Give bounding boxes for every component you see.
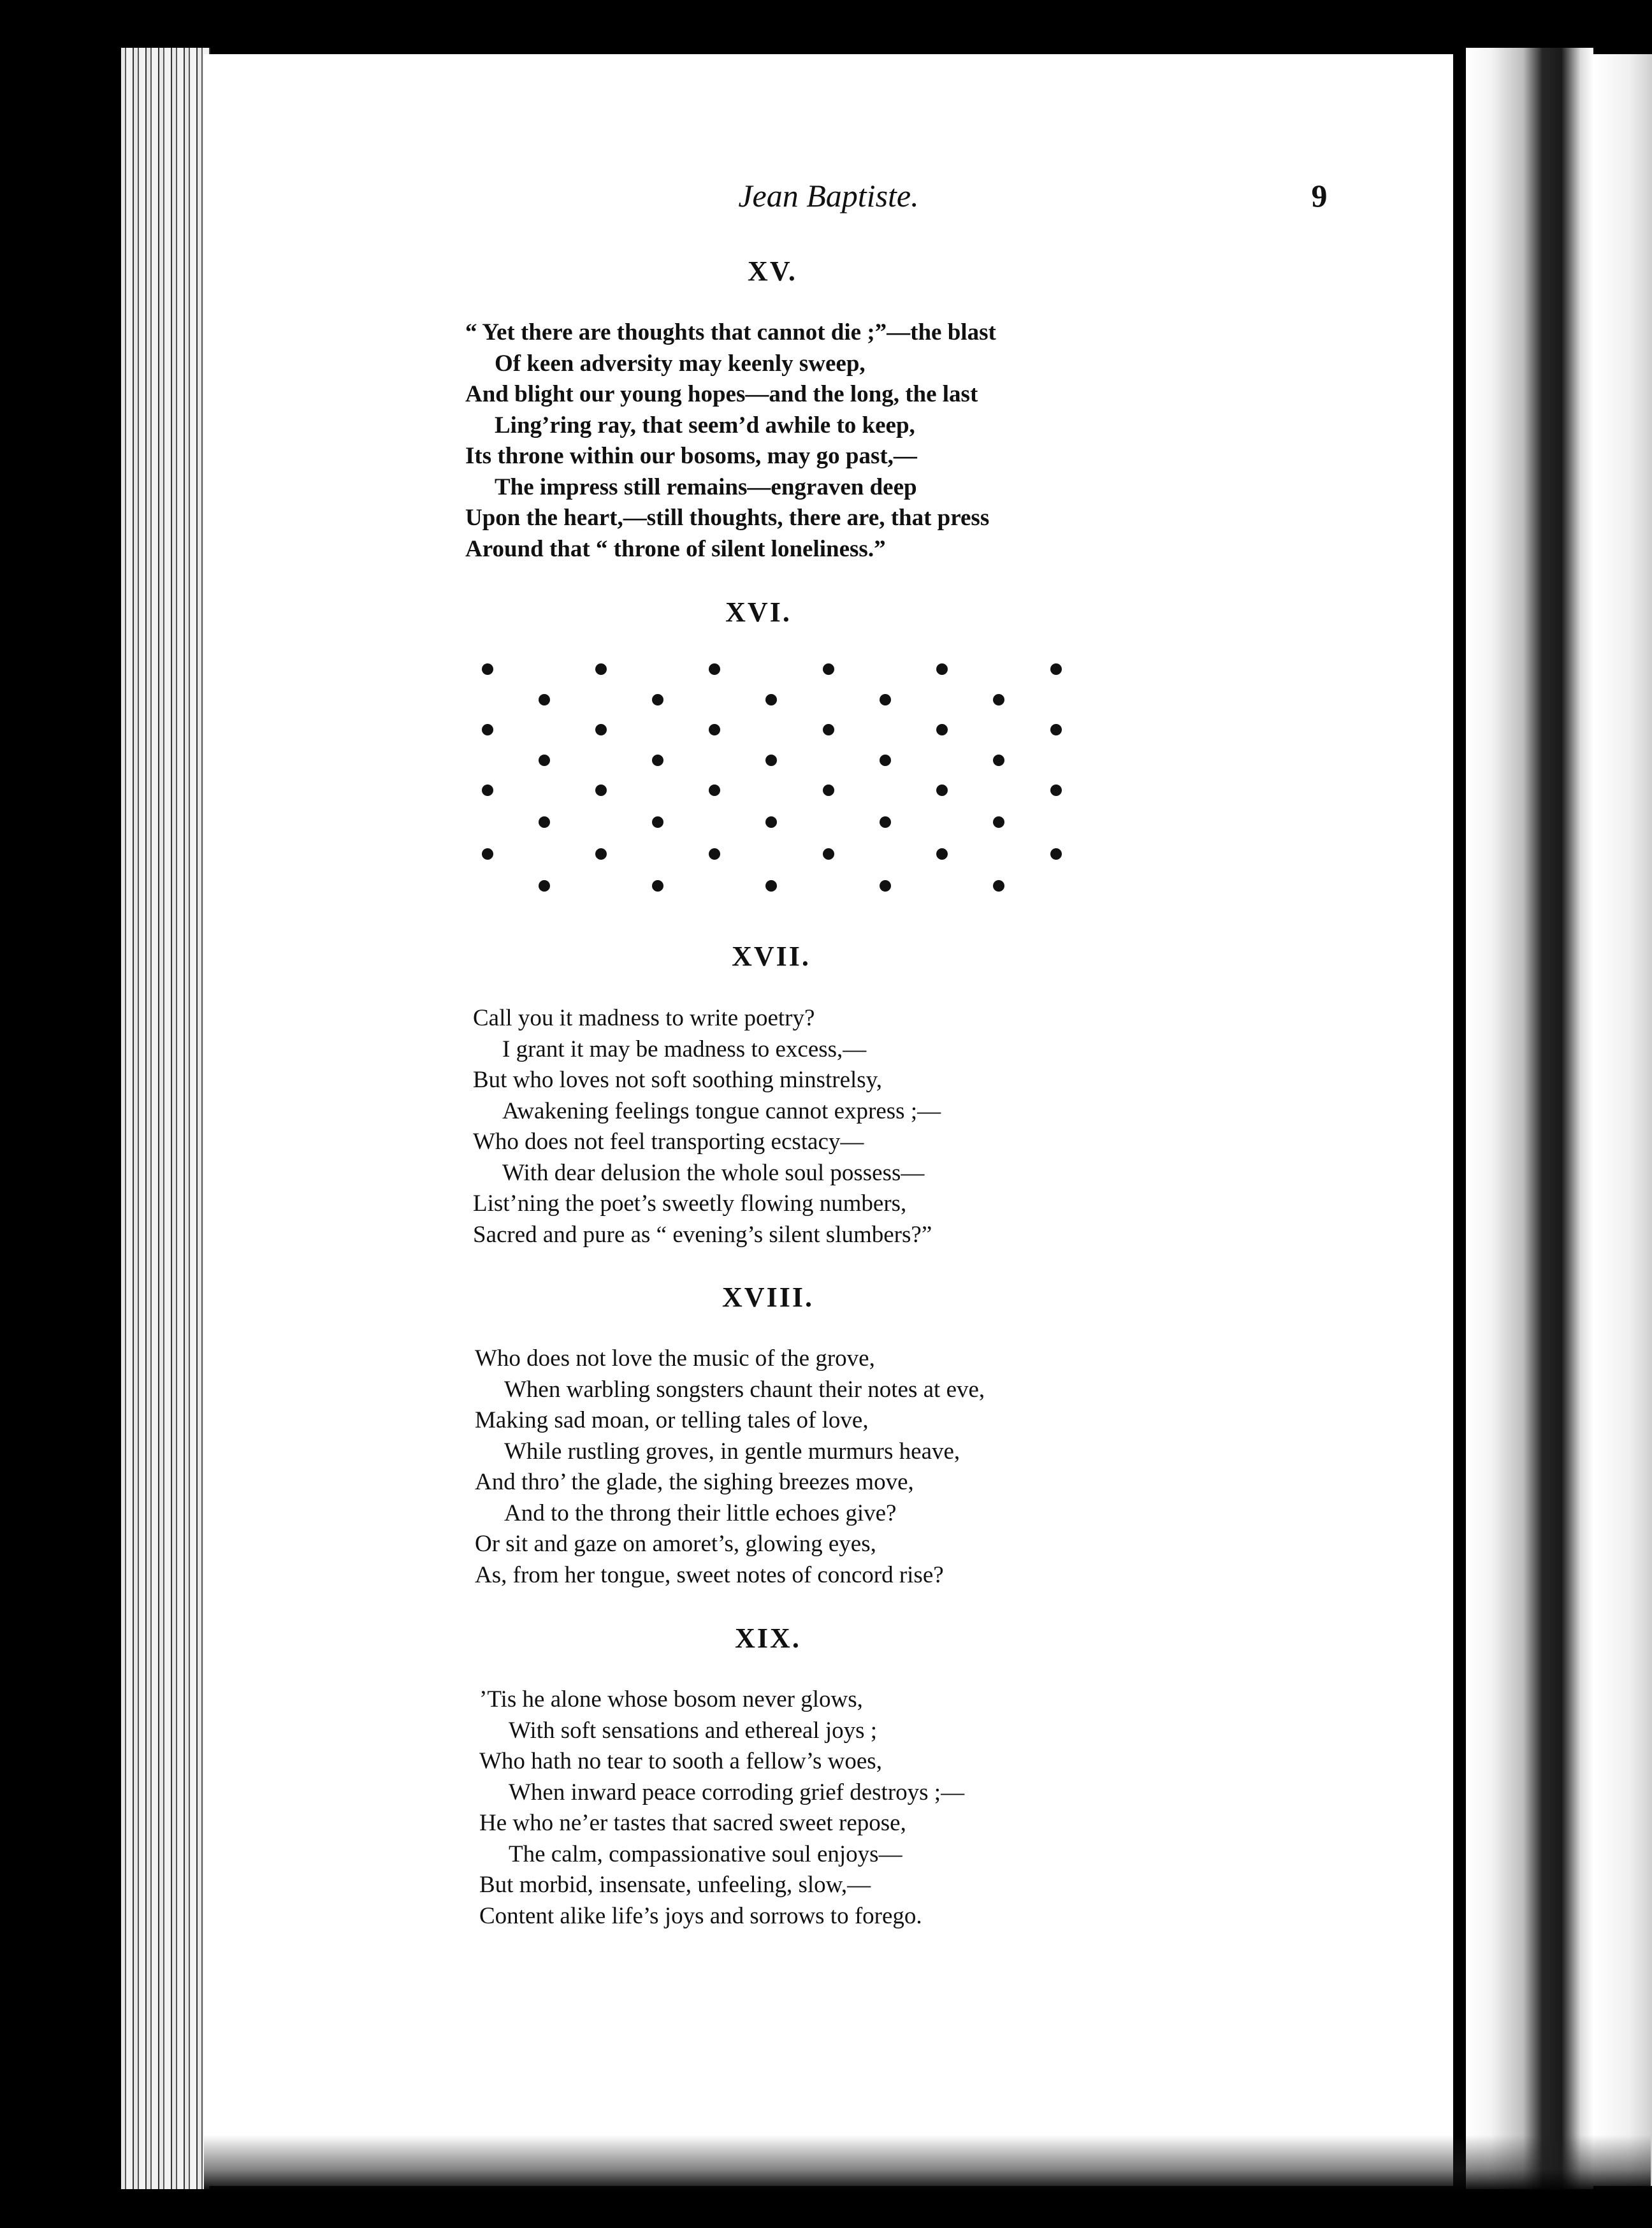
ornament-dot	[1050, 848, 1062, 860]
ornament-dot	[1050, 785, 1062, 796]
ornament-dot	[595, 724, 607, 735]
verse-line: Content alike life’s joys and sorrows to forego.	[479, 1902, 922, 1929]
verse-line: List’ning the poet’s sweetly flowing numbers,	[473, 1190, 907, 1217]
ornament-dot	[482, 785, 493, 796]
verse-line: Awakening feelings tongue cannot express ;—	[502, 1097, 941, 1124]
ornament-dot	[880, 694, 891, 705]
ornament-dot	[993, 880, 1004, 892]
ornament-dot	[993, 816, 1004, 828]
verse-line: But who loves not soft soothing minstrelsy,	[473, 1067, 883, 1093]
page-number: 9	[1311, 178, 1328, 213]
ornament-dot	[539, 755, 550, 766]
ornament-dot	[652, 816, 663, 828]
ornament-dot	[709, 785, 720, 796]
ornament-dot	[652, 880, 663, 892]
verse-line: Of keen adversity may keenly sweep,	[495, 350, 866, 377]
verse-line: Making sad moan, or telling tales of love,	[475, 1407, 869, 1433]
verse-line: With dear delusion the whole soul possess—	[502, 1159, 925, 1186]
book-gutter	[1466, 48, 1593, 2189]
verse-line: Or sit and gaze on amoret’s, glowing eyes,	[475, 1531, 876, 1557]
stanza-xix	[479, 1684, 964, 1932]
verse-line: ’Tis he alone whose bosom never glows,	[479, 1686, 863, 1712]
ornament-dot	[539, 816, 550, 828]
verse-line: Ling’ring ray, that seem’d awhile to keep,	[495, 412, 915, 438]
page-edges-left	[121, 48, 210, 2189]
verse-line: Who does not love the music of the grove,	[475, 1345, 875, 1371]
dot-ornament	[446, 637, 1096, 918]
ornament-dot	[765, 816, 777, 828]
ornament-dot	[936, 663, 948, 675]
verse-line: “ Yet there are thoughts that cannot die ;”—the blast	[465, 319, 996, 345]
ornament-dot	[993, 755, 1004, 766]
verse-line: But morbid, insensate, unfeeling, slow,—	[479, 1872, 871, 1898]
ornament-dot	[823, 785, 834, 796]
verse-line: Who hath no tear to sooth a fellow’s woes,	[479, 1748, 882, 1774]
ornament-dot	[765, 755, 777, 766]
verse-line: I grant it may be madness to excess,—	[502, 1036, 867, 1062]
ornament-dot	[482, 724, 493, 735]
ornament-dot	[595, 785, 607, 796]
stanza-number-xix: XIX.	[735, 1623, 801, 1654]
ornament-dot	[823, 848, 834, 860]
verse-line: The calm, compassionative soul enjoys—	[509, 1841, 902, 1867]
verse-line: With soft sensations and ethereal joys ;	[509, 1717, 878, 1744]
stanza-number-xv: XV.	[748, 256, 797, 287]
ornament-dot	[482, 848, 493, 860]
ornament-dot	[880, 816, 891, 828]
stanza-number-xvi: XVI.	[725, 597, 792, 628]
verse-line: Who does not feel transporting ecstacy—	[473, 1129, 864, 1155]
running-head: Jean Baptiste.	[738, 178, 919, 213]
ornament-dot	[709, 663, 720, 675]
ornament-dot	[823, 724, 834, 735]
ornament-dot	[1050, 663, 1062, 675]
ornament-dot	[539, 880, 550, 892]
ornament-dot	[709, 848, 720, 860]
verse-line: Sacred and pure as “ evening’s silent slumbers?”	[473, 1221, 932, 1248]
stanza-xviii	[475, 1343, 985, 1591]
verse-line: He who ne’er tastes that sacred sweet repose,	[479, 1810, 906, 1836]
verse-line: Around that “ throne of silent loneliness.”	[465, 535, 886, 562]
verse-line: While rustling groves, in gentle murmurs heave,	[504, 1438, 960, 1465]
bottom-shadow	[204, 2135, 1651, 2192]
verse-line: Upon the heart,—still thoughts, there are, that press	[465, 505, 990, 531]
verse-line: Its throne within our bosoms, may go past,—	[465, 443, 917, 469]
ornament-dot	[652, 694, 663, 705]
ornament-dot	[765, 694, 777, 705]
ornament-dot	[936, 848, 948, 860]
ornament-dot	[765, 880, 777, 892]
ornament-dot	[880, 755, 891, 766]
ornament-dot	[936, 785, 948, 796]
verse-line: As, from her tongue, sweet notes of concord rise?	[475, 1561, 944, 1588]
verse-line: And to the throng their little echoes give?	[504, 1500, 897, 1526]
ornament-dot	[482, 663, 493, 675]
stanza-xvii	[473, 1003, 941, 1250]
ornament-dot	[652, 755, 663, 766]
ornament-dot	[993, 694, 1004, 705]
ornament-dot	[936, 724, 948, 735]
verse-line: And blight our young hopes—and the long, the last	[465, 381, 978, 407]
verse-line: The impress still remains—engraven deep	[495, 474, 917, 500]
ornament-dot	[1050, 724, 1062, 735]
facing-page-edge	[1593, 54, 1652, 2186]
ornament-dot	[823, 663, 834, 675]
stanza-xv	[465, 317, 996, 565]
ornament-dot	[539, 694, 550, 705]
stanza-number-xvii: XVII.	[732, 941, 811, 972]
ornament-dot	[880, 880, 891, 892]
ornament-dot	[595, 848, 607, 860]
verse-line: And thro’ the glade, the sighing breezes move,	[475, 1469, 914, 1495]
ornament-dot	[595, 663, 607, 675]
verse-line: When inward peace corroding grief destroys ;—	[509, 1779, 965, 1805]
ornament-dot	[709, 724, 720, 735]
stanza-number-xviii: XVIII.	[722, 1282, 814, 1313]
verse-line: Call you it madness to write poetry?	[473, 1005, 815, 1031]
verse-line: When warbling songsters chaunt their notes at eve,	[504, 1376, 985, 1403]
